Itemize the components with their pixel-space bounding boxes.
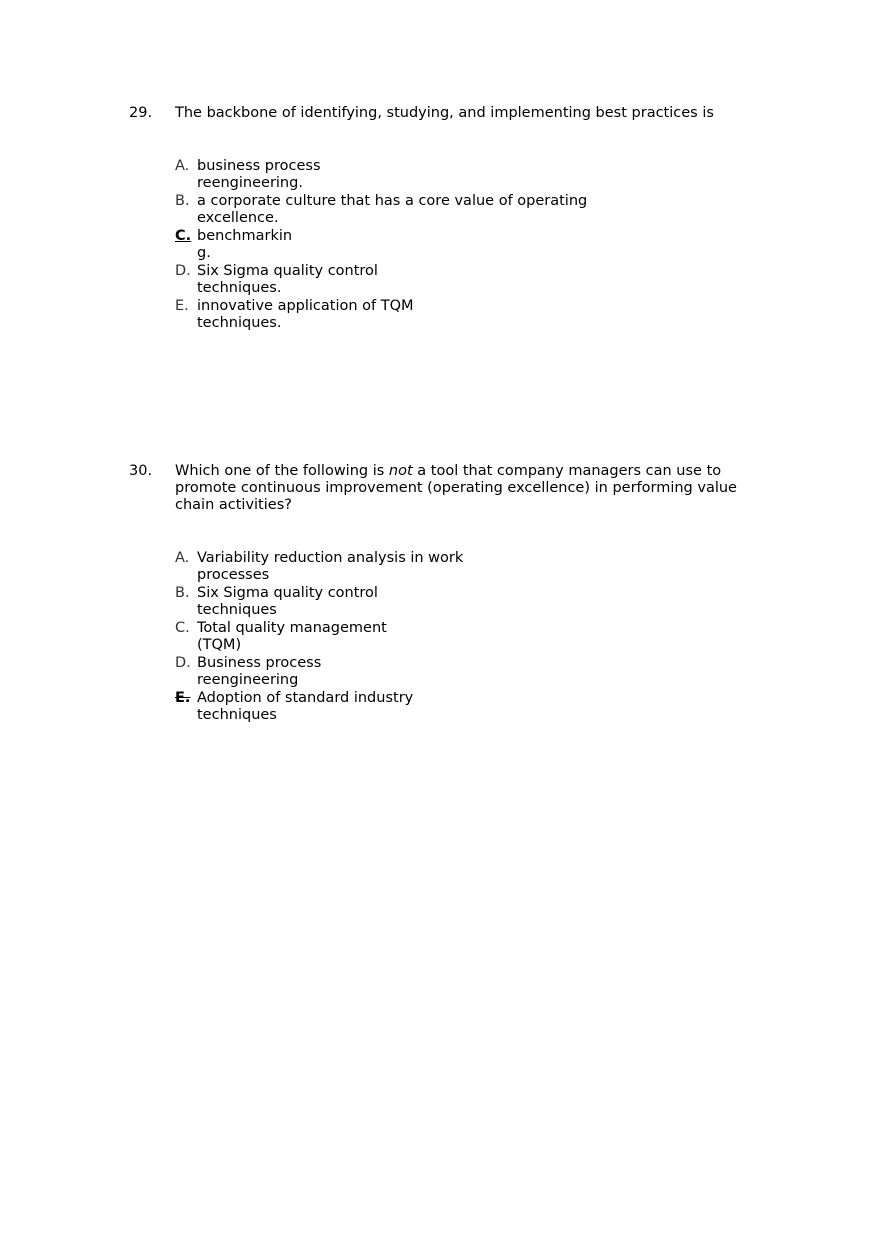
option-text-line: Business process xyxy=(197,655,322,671)
option-text-line: (TQM) xyxy=(197,637,242,653)
question-number: 29. xyxy=(129,105,153,121)
option-text-line: techniques. xyxy=(197,315,282,331)
option-text-line: Six Sigma quality control xyxy=(197,263,378,279)
option-text-line: excellence. xyxy=(197,210,279,226)
option-letter: A. xyxy=(175,550,190,566)
option-text-line: innovative application of TQM xyxy=(197,298,414,314)
option-text-line: g. xyxy=(197,245,211,261)
option-text-line: benchmarkin xyxy=(197,228,293,244)
option-text-line: processes xyxy=(197,567,270,583)
stem-text: a tool that company managers can use to xyxy=(412,463,722,479)
option-text-line: reengineering xyxy=(197,672,299,688)
option-letter: A. xyxy=(175,158,190,174)
question-number: 30. xyxy=(129,463,153,479)
option-text-line: Six Sigma quality control xyxy=(197,585,378,601)
option-e xyxy=(175,690,463,724)
answer-options xyxy=(175,550,463,724)
answer-options xyxy=(175,158,587,332)
option-letter: D. xyxy=(175,263,191,279)
question-stem xyxy=(175,463,755,514)
option-text-line: a corporate culture that has a core value of operating xyxy=(197,193,588,209)
question-stem-line: promote continuous improvement (operating excellence) in performing value xyxy=(175,480,737,496)
option-a xyxy=(175,550,463,584)
option-letter: B. xyxy=(175,585,190,601)
question-stem-line: chain activities? xyxy=(175,497,292,513)
option-letter: E. xyxy=(175,298,189,314)
option-letter: C. xyxy=(175,620,190,636)
option-text-line: techniques xyxy=(197,602,277,618)
option-letter-correct: C. xyxy=(175,228,192,244)
stem-emphasis: not xyxy=(388,463,413,479)
option-d xyxy=(175,263,587,297)
option-letter: B. xyxy=(175,193,190,209)
option-b xyxy=(175,193,587,227)
option-letter-marked: E. xyxy=(175,690,191,706)
option-b xyxy=(175,585,463,619)
option-a xyxy=(175,158,587,192)
option-c xyxy=(175,228,587,262)
option-text-line: Total quality management xyxy=(197,620,387,636)
option-text-line: techniques xyxy=(197,707,277,723)
option-text-line: business process xyxy=(197,158,321,174)
option-text-line: Variability reduction analysis in work xyxy=(197,550,464,566)
question-stem: The backbone of identifying, studying, and implementing best practices is xyxy=(175,105,714,121)
option-letter: D. xyxy=(175,655,191,671)
stem-text: Which one of the following is xyxy=(175,463,389,479)
question-stem-line xyxy=(175,463,755,480)
option-text-line: techniques. xyxy=(197,280,282,296)
option-c xyxy=(175,620,463,654)
option-text-line: reengineering. xyxy=(197,175,303,191)
option-e xyxy=(175,298,587,332)
option-d xyxy=(175,655,463,689)
option-text-line: Adoption of standard industry xyxy=(197,690,414,706)
